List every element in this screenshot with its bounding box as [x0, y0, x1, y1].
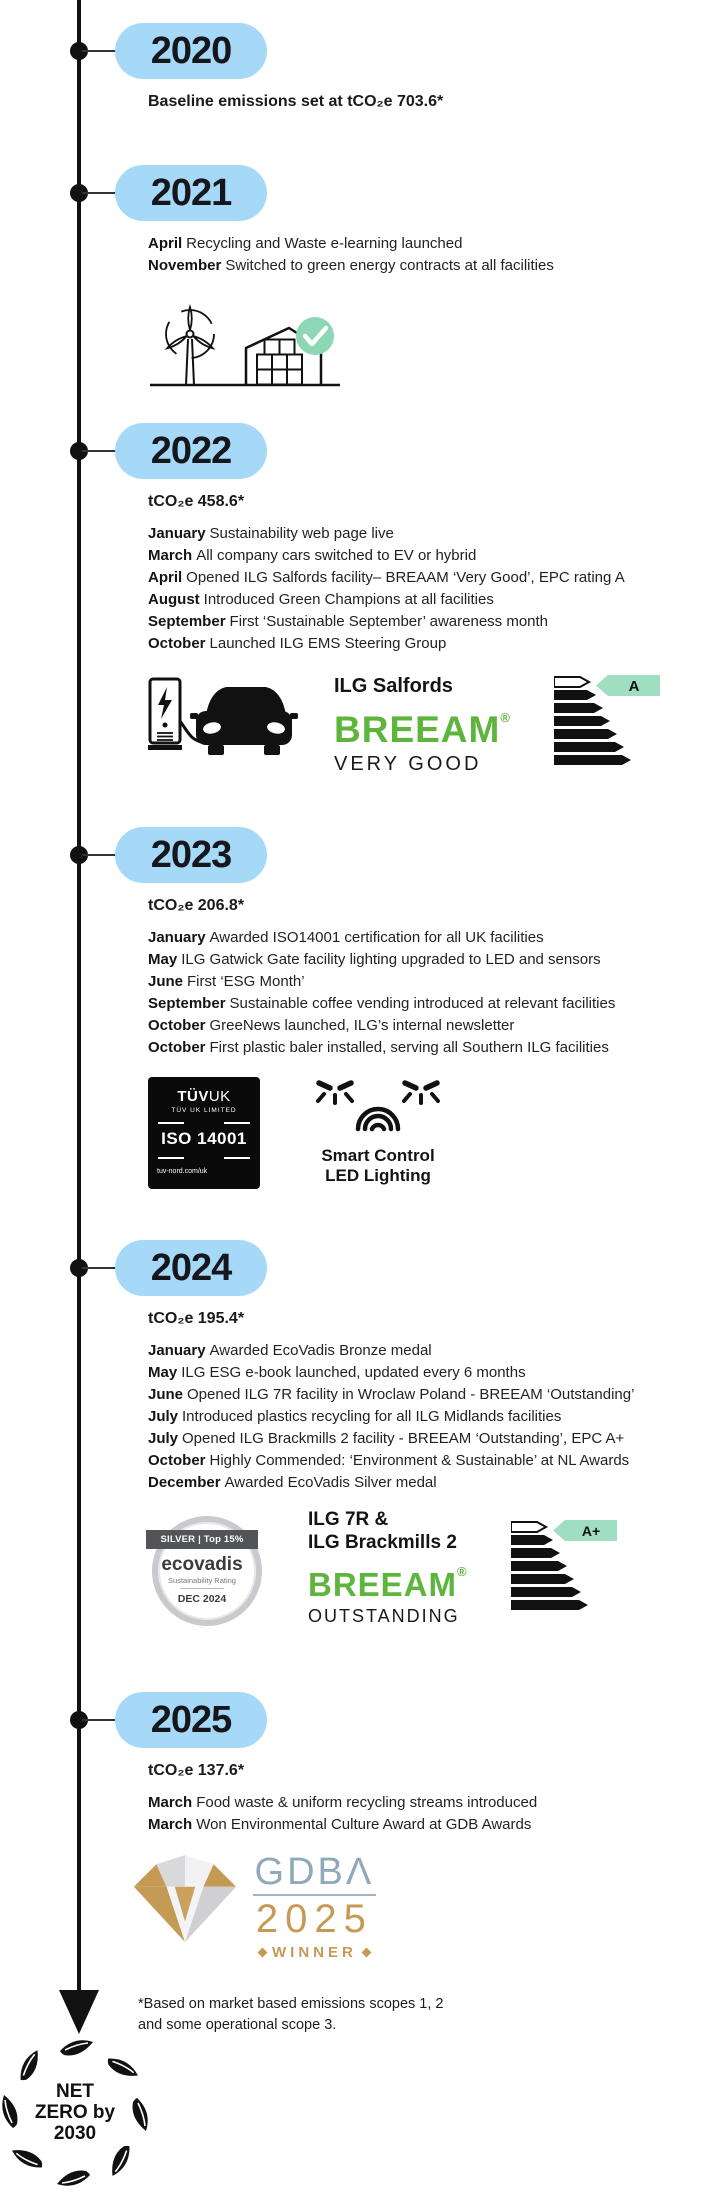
- year-badge-2023: 2023: [115, 827, 267, 883]
- milestone-item: March All company cars switched to EV or hybrid: [148, 547, 477, 564]
- tuv-logo: TÜVUK: [177, 1088, 231, 1105]
- milestone-item: October First plastic baler installed, serving all Southern ILG facilities: [148, 1039, 609, 1056]
- smart-led-label: Smart Control LED Lighting: [321, 1146, 435, 1185]
- milestone-item: October Highly Commended: ‘Environment & Sustainable’ at NL Awards: [148, 1452, 630, 1469]
- milestone-item: December Awarded EcoVadis Silver medal: [148, 1474, 437, 1491]
- ev-charging-icon: [148, 675, 298, 757]
- section-2022: [115, 423, 715, 776]
- year-badge-2025: 2025: [115, 1692, 267, 1748]
- diamond-bullet-icon: [258, 1948, 268, 1958]
- milestone-item: January Awarded ISO14001 certification for all UK facilities: [148, 929, 544, 946]
- year-badge-2022: 2022: [115, 423, 267, 479]
- section-2024: [115, 1240, 715, 1627]
- emissions-2025: tCO₂e 137.6*: [148, 1762, 245, 1779]
- milestone-list-2023: [148, 927, 715, 1059]
- facility-name: ILG Salfords: [334, 675, 453, 697]
- medal-subtitle: Sustainability Rating: [168, 1576, 236, 1585]
- milestone-item: January Awarded EcoVadis Bronze medal: [148, 1342, 432, 1359]
- section-2020: [115, 23, 715, 111]
- year-badge-2021: 2021: [115, 165, 267, 221]
- section-2021: [115, 165, 715, 389]
- milestone-list-2021: [148, 233, 715, 277]
- facility-name: ILG 7R &: [308, 1509, 389, 1530]
- section-2025: [115, 1692, 715, 1961]
- footnote: *Based on market based emissions scopes 1, 2 and some operational scope 3.: [138, 1996, 444, 2033]
- milestone-item: May ILG Gatwick Gate facility lighting upgraded to LED and sensors: [148, 951, 601, 968]
- green-energy-facility-icon: [148, 303, 346, 389]
- iso-code: ISO 14001: [161, 1129, 247, 1148]
- car-icon: [190, 687, 298, 755]
- milestone-item: April Opened ILG Salfords facility– BREAAM ‘Very Good’, EPC rating A: [148, 569, 625, 586]
- milestone-item: October Launched ILG EMS Steering Group: [148, 635, 447, 652]
- emissions-2020: Baseline emissions set at tCO₂e 703.6*: [148, 93, 444, 110]
- medal-date: DEC 2024: [177, 1593, 227, 1605]
- milestone-item: November Switched to green energy contracts at all facilities: [148, 257, 554, 274]
- tuv-subtitle: TÜV UK LIMITED: [171, 1107, 237, 1114]
- gdba-award-badge: [133, 1852, 715, 1961]
- svg-text:A: A: [628, 678, 640, 695]
- epc-rating-a-icon: [554, 675, 662, 767]
- emissions-2022: tCO₂e 458.6*: [148, 493, 245, 510]
- gdba-winner-label: WINNER: [253, 1944, 376, 1961]
- emissions-2024: tCO₂e 195.4*: [148, 1310, 245, 1327]
- milestone-list-2025: [148, 1792, 715, 1836]
- breeam-level: VERY GOOD: [334, 753, 482, 775]
- breeam-logo: BREEAM®: [308, 1564, 468, 1603]
- gdba-year: 2025: [255, 1897, 373, 1941]
- milestone-item: June First ‘ESG Month’: [148, 973, 305, 990]
- divider: [148, 1157, 260, 1159]
- year-badge-2024: 2024: [115, 1240, 267, 1296]
- diamond-bullet-icon: [361, 1948, 371, 1958]
- milestone-item: October GreeNews launched, ILG’s internal newsletter: [148, 1017, 515, 1034]
- year-badge-2020: 2020: [115, 23, 267, 79]
- ecovadis-logo: ecovadis: [161, 1554, 243, 1575]
- breeam-outstanding-badge: [308, 1508, 483, 1627]
- emissions-2023: tCO₂e 206.8*: [148, 897, 245, 914]
- net-zero-label: NET ZERO by 2030: [34, 2081, 116, 2144]
- milestone-item: April Recycling and Waste e-learning launched: [148, 235, 463, 252]
- net-zero-goal: [0, 2037, 150, 2187]
- timeline-line: [77, 0, 81, 1992]
- breeam-level: OUTSTANDING: [308, 1606, 460, 1626]
- section-2023: [115, 827, 715, 1189]
- check-circle-icon: [296, 317, 334, 355]
- divider: [148, 1122, 260, 1124]
- milestone-list-2022: [148, 523, 715, 655]
- smart-led-lighting-icon: [303, 1077, 453, 1135]
- epc-rating-aplus-icon: [511, 1520, 619, 1612]
- svg-text:A+: A+: [581, 1523, 601, 1539]
- timeline-arrow-down-icon: [59, 1990, 99, 2034]
- milestone-item: March Won Environmental Culture Award at GDB Awards: [148, 1816, 532, 1833]
- tuv-url: tuv-nord.com/uk: [157, 1168, 208, 1175]
- diamond-icon: [133, 1852, 237, 1944]
- milestone-item: March Food waste & uniform recycling streams introduced: [148, 1794, 538, 1811]
- iso-14001-badge: [148, 1077, 260, 1189]
- facility-name: ILG Brackmills 2: [308, 1532, 457, 1553]
- milestone-item: July Opened ILG Brackmills 2 facility - BREEAM ‘Outstanding’, EPC A+: [148, 1430, 625, 1447]
- milestone-item: August Introduced Green Champions at all facilities: [148, 591, 494, 608]
- ecovadis-silver-medal: [148, 1514, 264, 1624]
- milestone-item: June Opened ILG 7R facility in Wroclaw Poland - BREEAM ‘Outstanding’: [148, 1386, 635, 1403]
- milestone-item: September Sustainable coffee vending introduced at relevant facilities: [148, 995, 616, 1012]
- gdba-text: [253, 1852, 376, 1961]
- milestone-item: May ILG ESG e-book launched, updated every 6 months: [148, 1364, 526, 1381]
- medal-banner: SILVER | Top 15%: [146, 1530, 258, 1549]
- divider: [180, 1588, 224, 1589]
- gdba-logo: GDBΛ: [253, 1852, 376, 1896]
- breeam-logo: BREEAM®: [334, 709, 511, 750]
- milestone-item: July Introduced plastics recycling for all ILG Midlands facilities: [148, 1408, 562, 1425]
- breeam-salfords-badge: [334, 675, 524, 776]
- smart-led-badge: [298, 1077, 458, 1186]
- milestone-list-2024: [148, 1340, 715, 1494]
- milestone-item: January Sustainability web page live: [148, 525, 394, 542]
- milestone-item: September First ‘Sustainable September’ awareness month: [148, 613, 549, 630]
